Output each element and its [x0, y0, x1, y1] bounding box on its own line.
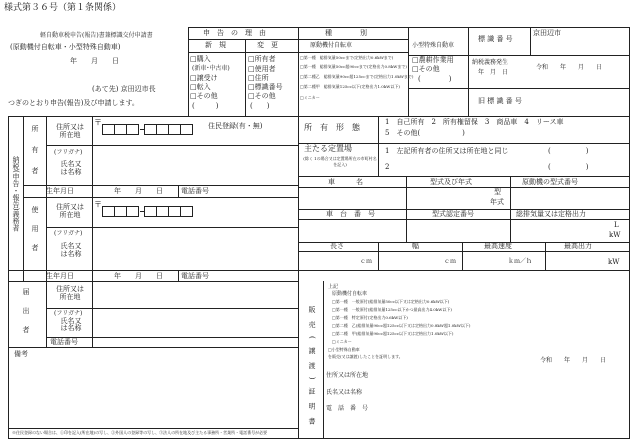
notes-label: 備考: [14, 350, 28, 358]
notifier-address-label: 住所又は所在地: [56, 285, 84, 301]
cert-item-2[interactable]: □第一種 特定原付(定格出力0.6kW以下): [332, 315, 408, 320]
reason-new-item-4[interactable]: □その他: [190, 92, 218, 100]
reason-new-item-5: ( ): [192, 102, 219, 110]
vehicle-name-label: 車 名: [328, 178, 363, 186]
user-address-label: 住所又は所在地: [56, 203, 84, 219]
location-option2[interactable]: 2: [385, 163, 390, 171]
cert-date[interactable]: 令和 年 月 日: [540, 357, 607, 364]
vehicle-engine-label: 原動機の型式番号: [522, 178, 578, 186]
plate-number-label: 標 識 番 号: [478, 35, 513, 43]
reason-new-label: 新 規: [205, 41, 226, 49]
date-line: 年 月 日: [70, 57, 119, 65]
cert-type-label: 原動機付自転車: [332, 291, 368, 297]
length-label: 長さ: [330, 242, 344, 250]
reason-header: 申 告 の 理 由: [203, 29, 266, 37]
user-phone-label: 電話番号: [181, 272, 209, 280]
addressee: (あて先) 京田辺市長: [92, 85, 156, 93]
plate-issue-label2: 年 月 日: [478, 69, 509, 76]
vehicle-model-value1: 型: [494, 188, 501, 196]
notifier-side-label: 届出者: [22, 288, 30, 345]
reason-change-item-1[interactable]: □使用者: [248, 65, 276, 73]
length-unit: ｃｍ: [360, 258, 373, 265]
notifier-name-label: 氏名又は名称: [60, 317, 82, 332]
kind-header: 種 別: [325, 29, 367, 37]
cert-intro: 上記: [328, 284, 339, 290]
reason-change-item-3[interactable]: □標識番号: [248, 83, 283, 91]
location-note: (除く 1の場合又は定置場所在の市町村名を記入): [303, 156, 377, 167]
reason-change-item-5: ( ): [250, 102, 270, 110]
user-birth-label: 生年月日: [46, 272, 74, 280]
kind-special-1[interactable]: □その他: [412, 65, 440, 73]
taxpayer-side-label: 納税(申告・報告)義務者: [12, 156, 20, 232]
certificate-side-label: 販売(譲渡)証明書: [308, 306, 316, 433]
owner-furigana-label: (フリガナ): [54, 149, 83, 156]
kind-moped-label: 原動機付自転車: [310, 42, 353, 49]
speed-label: 最高速度: [484, 242, 512, 250]
form-title-line2: (原動機付自転車・小型特殊自動車): [10, 43, 121, 51]
reason-change-item-4[interactable]: □その他: [248, 92, 276, 100]
plate-city: 京田辺市: [533, 29, 561, 37]
user-birth-value[interactable]: 年 月 日: [114, 272, 163, 280]
speed-unit: ｋｍ／ｈ: [508, 258, 533, 265]
owner-address-label: 住所又は所在地: [56, 123, 84, 139]
vehicle-model-label: 型式及び年式: [430, 178, 472, 186]
kind-moped-4[interactable]: □ミニカー: [300, 95, 320, 100]
owner-postal-code-boxes[interactable]: [103, 119, 193, 138]
plate-issue-date[interactable]: 令和 年 月 日: [536, 64, 603, 71]
notifier-phone-label: 電話番号: [50, 338, 78, 346]
unit-kw: kW: [609, 231, 621, 239]
kind-moped-3[interactable]: □第二種甲 総排気量125cc以下(定格出力1.0kW以下): [300, 84, 400, 89]
footer-note: ※住民登録のない場合は、①印を記入(所在地)の写し、②外国人の登録等の写し、③法人の所在地及び主たる事務所・営業所・電話番号が必要: [12, 430, 268, 435]
cert-special-line[interactable]: □小型特殊自動車: [328, 347, 360, 352]
owner-phone-label: 電話番号: [181, 187, 209, 195]
cert-address-label: 住所又は所在地: [326, 372, 369, 379]
owner-postal-mark: 〒: [94, 118, 102, 127]
kind-moped-2[interactable]: □第二種乙 総排気量90cc超125ccまで(定格出力1.0kWまで): [300, 74, 414, 79]
cert-item-1[interactable]: □第一種 一般原付(総排気量125cc以下かつ最高出力4.0kW以下): [332, 307, 452, 312]
cert-label: 型式認定番号: [432, 210, 474, 218]
location-label: 主たる定置場: [304, 144, 352, 153]
power-unit: kW: [608, 258, 620, 266]
plate-issue-label1: 納税義務発生: [472, 59, 509, 66]
vehicle-model-value2: 年式: [490, 198, 504, 206]
plate-old-label: 旧 標 識 番 号: [478, 97, 522, 105]
cert-statement: を販売(又は譲渡)したことを証明します。: [328, 354, 403, 359]
chassis-label: 車 台 番 号: [326, 210, 375, 218]
location-paren2: ( ): [548, 163, 589, 171]
location-paren1: ( ): [548, 147, 589, 155]
cert-item-0[interactable]: □第一種 一般原付(総排気量50cc以下又は定格出力0.6kW以下): [332, 299, 450, 304]
reason-change-item-0[interactable]: □所有者: [248, 55, 276, 63]
cert-item-3[interactable]: □第二種 乙(総排気量90cc超125cc以下又は定格出力0.8kW超1.0kW以下): [332, 323, 471, 328]
ownership-options1[interactable]: 1 自己所有 2 所有権留保 3 商品車 4 リース車: [385, 118, 564, 126]
user-name-label: 氏名又は名称: [60, 242, 82, 258]
user-label: 使用者: [31, 206, 39, 263]
owner-registration[interactable]: 住民登録(有・無): [208, 122, 263, 130]
owner-name-label: 氏名又は名称: [60, 160, 82, 176]
ownership-label: 所 有 形 態: [304, 123, 360, 132]
unit-l: L: [614, 221, 619, 229]
owner-birth-value[interactable]: 年 月 日: [114, 187, 163, 195]
user-postal-code-boxes[interactable]: [103, 201, 193, 220]
location-option1[interactable]: 1 左記所有者の住所又は所在地と同じ: [385, 147, 509, 155]
kind-special-2: ( ): [418, 75, 452, 83]
max-power-label: 最高出力: [564, 242, 592, 250]
user-postal-mark: 〒: [94, 200, 102, 209]
kind-moped-0[interactable]: □第一種 総排気量50ccまで(定格出力0.6kWまで): [300, 55, 394, 60]
ownership-options2[interactable]: 5 その他( ): [385, 129, 465, 137]
reason-change-label: 変 更: [257, 41, 278, 49]
statement: つぎのとおり申告(報告)及び申請します。: [8, 99, 139, 107]
width-label: 幅: [412, 242, 419, 250]
cert-item-5[interactable]: □ミニカー: [332, 339, 352, 344]
owner-birth-label: 生年月日: [46, 187, 74, 195]
cert-phone-label: 電 話 番 号: [326, 405, 369, 412]
displacement-label: 総排気量又は定格出力: [516, 210, 586, 218]
reason-new-item-1: (新車･中古車): [192, 65, 230, 72]
reason-new-item-0[interactable]: □購入: [190, 55, 211, 63]
reason-change-item-2[interactable]: □住所: [248, 74, 269, 82]
form-number: 様式第３６号（第１条関係）: [4, 3, 122, 13]
notifier-furigana-label: (フリガナ): [54, 310, 83, 317]
reason-new-item-3[interactable]: □転入: [190, 83, 211, 91]
reason-new-item-2[interactable]: □譲受け: [190, 74, 218, 82]
cert-name-label: 氏名又は名称: [326, 389, 363, 396]
kind-special-label: 小型特殊自動車: [412, 42, 455, 49]
user-furigana-label: (フリガナ): [54, 230, 83, 237]
cert-item-4[interactable]: □第二種 甲(総排気量90cc超125cc以下又は定格出力1.0kW以下): [332, 331, 454, 336]
kind-special-0[interactable]: □農耕作業用: [412, 56, 454, 64]
owner-label: 所有者: [31, 125, 39, 188]
form-title-line1: 軽自動車税申告(報告)書兼標識交付申請書: [40, 32, 153, 39]
width-unit: ｃｍ: [444, 258, 457, 265]
kind-moped-1[interactable]: □第一種 総排気量50cc超90ccまで(定格出力0.8kWまで): [300, 64, 407, 69]
